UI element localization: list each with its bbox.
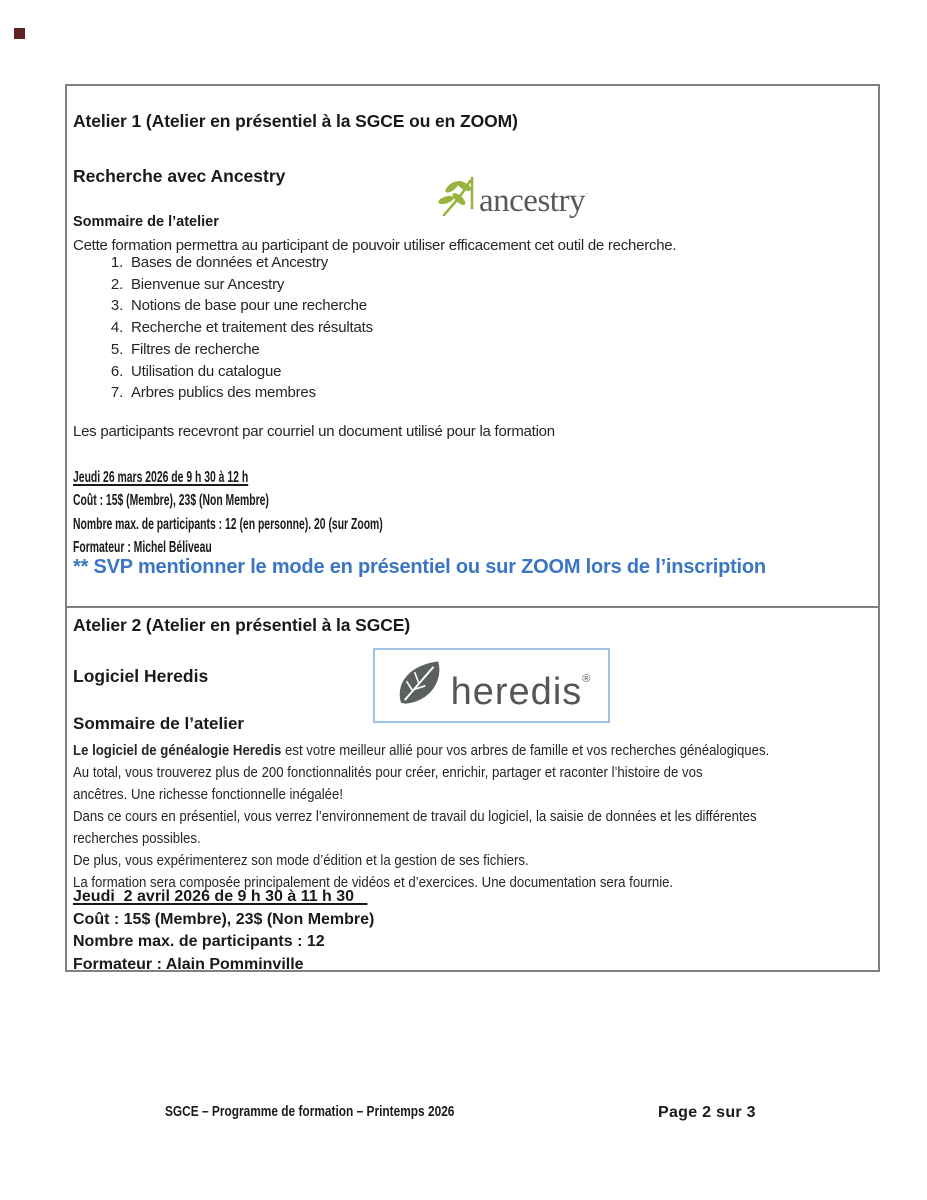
description-line: Au total, vous trouverez plus de 200 fonctionnalités pour créer, enrichir, partager et raconter l’histoire de vos (73, 764, 703, 781)
atelier1-topic-list (65, 252, 373, 404)
description-line: Dans ce cours en présentiel, vous verrez l’environnement de travail du logiciel, la saisie de données et les différentes (73, 808, 757, 825)
atelier1-handout-note: Les participants recevront par courriel un document utilisé pour la formation (73, 423, 555, 440)
heredis-leaf-icon (393, 657, 447, 714)
atelier1-cost: Coût : 15$ (Membre), 23$ (Non Membre) (73, 492, 269, 510)
topic-item: 4. Recherche et traitement des résultats (127, 317, 373, 339)
heredis-registered-mark: ® (582, 673, 591, 685)
atelier2-title: Atelier 2 (Atelier en présentiel à la SGCE) (73, 615, 411, 635)
atelier2-participants: Nombre max. de participants : 12 (73, 933, 325, 950)
topic-item: 1. Bases de données et Ancestry (127, 252, 373, 274)
atelier1-subtitle: Recherche avec Ancestry (73, 166, 286, 186)
ancestry-leaf-icon (437, 175, 477, 222)
description-line: De plus, vous expérimenterez son mode d’édition et la gestion de ses fichiers. (73, 852, 529, 869)
atelier2-description (73, 740, 769, 894)
topic-item: 3. Notions de base pour une recherche (127, 295, 373, 317)
atelier2-cost: Coût : 15$ (Membre), 23$ (Non Membre) (73, 910, 375, 928)
description-lead: Le logiciel de généalogie Heredis (73, 742, 282, 759)
topic-item: 5. Filtres de recherche (127, 339, 373, 361)
atelier1-summary-heading: Sommaire de l’atelier (73, 214, 219, 230)
ancestry-logo (437, 175, 588, 222)
atelier2-subtitle: Logiciel Heredis (73, 666, 209, 686)
description-line: Le logiciel de généalogie Heredis est votre meilleur allié pour vos arbres de famille et vos recherches généalogiques. (73, 742, 770, 759)
atelier2-trainer: Formateur : Alain Pomminville (73, 955, 304, 973)
page-corner-mark (14, 28, 25, 39)
atelier1-intro: Cette formation permettra au participant de pouvoir utiliser efficacement cet outil de recherche. (73, 237, 677, 254)
atelier2-schedule: Jeudi 2 avril 2026 de 9 h 30 à 11 h 30 (73, 888, 368, 905)
topic-item: 7. Arbres publics des membres (127, 382, 373, 404)
atelier2-details (73, 886, 374, 976)
atelier1-title: Atelier 1 (Atelier en présentiel à la SGCE ou en ZOOM) (73, 111, 518, 131)
topic-item: 2. Bienvenue sur Ancestry (127, 274, 373, 296)
description-line: La formation sera composée principalement de vidéos et d’exercices. Une documentation sera fournie. (73, 874, 674, 891)
atelier1-zoom-note: ** SVP mentionner le mode en présentiel ou sur ZOOM lors de l’inscription (73, 556, 766, 578)
ancestry-wordmark: ancestry· (479, 183, 589, 219)
description-line: ancêtres. Une richesse fonctionnelle inégalée! (73, 786, 344, 803)
atelier1-participants: Nombre max. de participants : 12 (en personne). 20 (sur Zoom) (73, 515, 383, 533)
atelier1-details (73, 466, 383, 559)
atelier1-trainer: Formateur : Michel Béliveau (73, 538, 212, 556)
description-line: recherches possibles. (73, 830, 201, 847)
atelier2-summary-heading: Sommaire de l’atelier (73, 714, 245, 733)
ancestry-trademark-dot: · (584, 188, 589, 200)
footer-page-number: Page 2 sur 3 (658, 1104, 756, 1121)
footer-document-title: SGCE – Programme de formation – Printemps 2026 (165, 1104, 455, 1120)
heredis-logo (373, 648, 610, 723)
atelier1-schedule: Jeudi 26 mars 2026 de 9 h 30 à 12 h (73, 469, 249, 486)
heredis-wordmark: heredis® (450, 671, 591, 713)
topic-item: 6. Utilisation du catalogue (127, 361, 373, 383)
